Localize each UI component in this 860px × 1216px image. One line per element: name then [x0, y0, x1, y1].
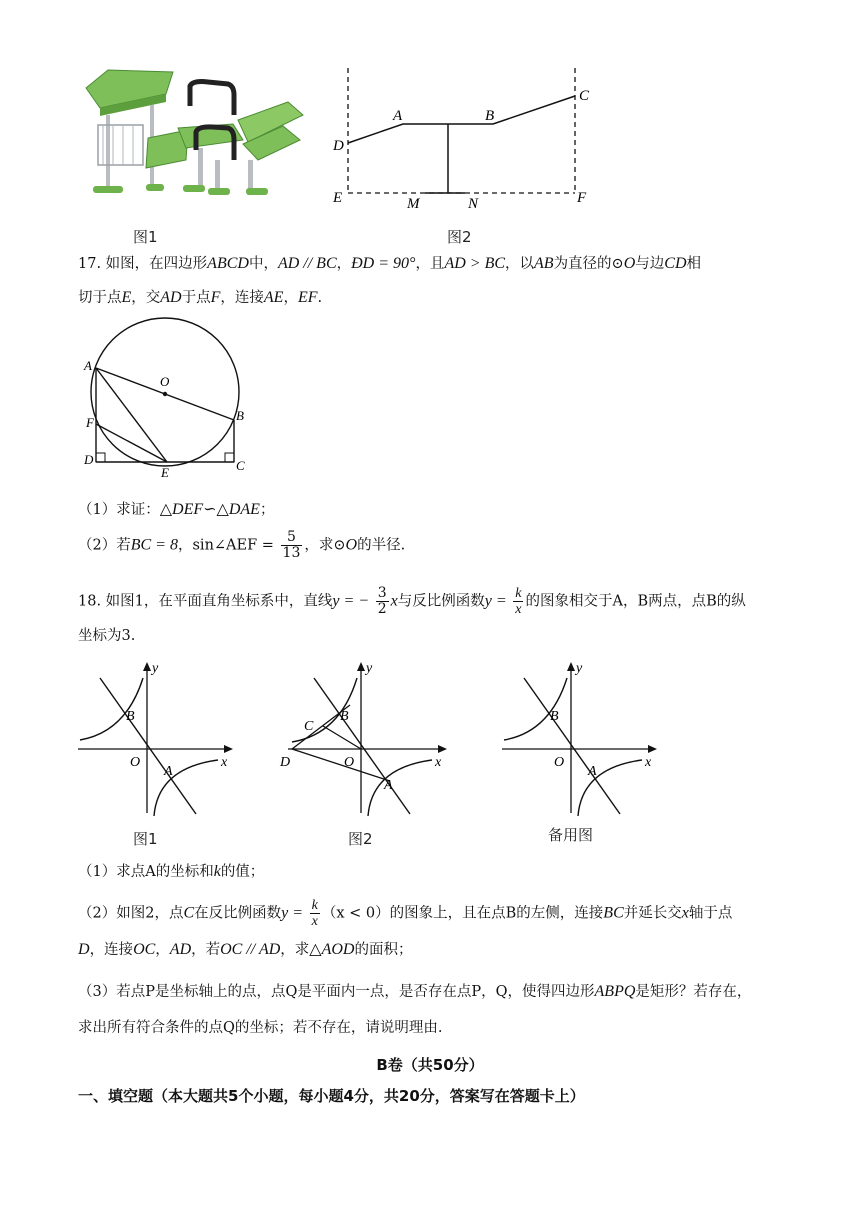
svg-text:B: B: [236, 408, 244, 423]
section-b-heading: 一、填空题（本大题共5个小题，每小题4分，共20分，答案写在答题卡上）: [78, 1087, 585, 1105]
q18-line2: 坐标为3.: [78, 628, 136, 644]
svg-text:y: y: [152, 661, 159, 676]
q18-part3-line2: 求出所有符合条件的点Q的坐标；若不存在，请说明理由.: [78, 1020, 443, 1036]
svg-text:B: B: [550, 709, 559, 724]
svg-text:y: y: [576, 661, 583, 676]
q17-line2: 切于点E，交AD于点F，连接AE，EF.: [78, 289, 323, 306]
q18-fig1-caption: 图1: [133, 830, 158, 848]
fig2-caption: 图2: [447, 228, 472, 246]
label-F: F: [577, 190, 587, 206]
svg-text:B: B: [340, 709, 349, 724]
q18-part1: （1）求点A的坐标和k的值；: [78, 863, 265, 880]
label-B: B: [485, 108, 495, 124]
svg-text:x: x: [221, 755, 228, 770]
section-b-title: B卷（共50分）: [376, 1056, 484, 1074]
svg-text:C: C: [236, 458, 245, 473]
label-D: D: [333, 138, 344, 154]
q18-part2-line2: D，连接OC，AD，若OC // AD，求△AOD的面积；: [78, 941, 413, 958]
svg-text:C: C: [304, 719, 314, 734]
q18-graph3: [498, 658, 668, 818]
q18-fig2-caption: 图2: [348, 830, 373, 848]
desk-chair-photo: [78, 60, 308, 205]
label-M: M: [407, 196, 420, 212]
svg-text:O: O: [160, 374, 170, 389]
svg-text:x: x: [435, 755, 442, 770]
q18-line1: 18. 如图1，在平面直角坐标系中，直线y = − $\frac{3}{2}$ x与反比例函数y = $\frac{k}{x}$ 的图象相交于A，B两点，点B的纵: [78, 585, 746, 617]
q18-part3-line1: （3）若点P是坐标轴上的点，点Q是平面内一点，是否存在点P，Q，使得四边形ABPQ是矩形？若存在，: [78, 983, 752, 1000]
label-A: A: [393, 108, 403, 124]
svg-text:A: A: [164, 764, 173, 779]
fig1-caption: 图1: [133, 228, 158, 246]
q17-part2: （2）若BC = 8，sin∠AEF = $\frac{5}{13}$ ，求⊙O的半径.: [78, 529, 406, 561]
svg-text:A: A: [588, 764, 597, 779]
label-N: N: [468, 196, 479, 212]
q18-part2-line1: （2）如图2，点C在反比例函数y = $\frac{k}{x}$ （x < 0）的图象上，且在点B的左侧，连接BC并延长交x轴于点: [78, 898, 733, 929]
svg-text:x: x: [645, 755, 652, 770]
svg-text:y: y: [366, 661, 373, 676]
q17-circle-diagram: [78, 312, 258, 482]
svg-text:F: F: [86, 415, 94, 430]
q17-part1: （1）求证：△DEF∽△DAE；: [78, 501, 275, 518]
svg-text:A: A: [84, 358, 92, 373]
label-C: C: [579, 88, 590, 104]
svg-text:D: D: [280, 755, 291, 770]
fig2-diagram: [325, 60, 605, 220]
svg-text:O: O: [344, 755, 355, 770]
q18-graph2: [278, 658, 458, 818]
q18-graph1: [78, 658, 238, 818]
svg-text:D: D: [84, 452, 94, 467]
svg-text:O: O: [130, 755, 141, 770]
svg-text:E: E: [161, 465, 169, 480]
q17-line1: 17. 如图，在四边形ABCD中，AD // BC，ÐD = 90°，且AD > BC，以AB为直径的⊙O与边CD相: [78, 255, 702, 272]
label-E: E: [333, 190, 343, 206]
svg-text:A: A: [384, 778, 393, 793]
q18-fig3-caption: 备用图: [548, 826, 594, 844]
svg-text:O: O: [554, 755, 565, 770]
svg-text:B: B: [126, 709, 135, 724]
